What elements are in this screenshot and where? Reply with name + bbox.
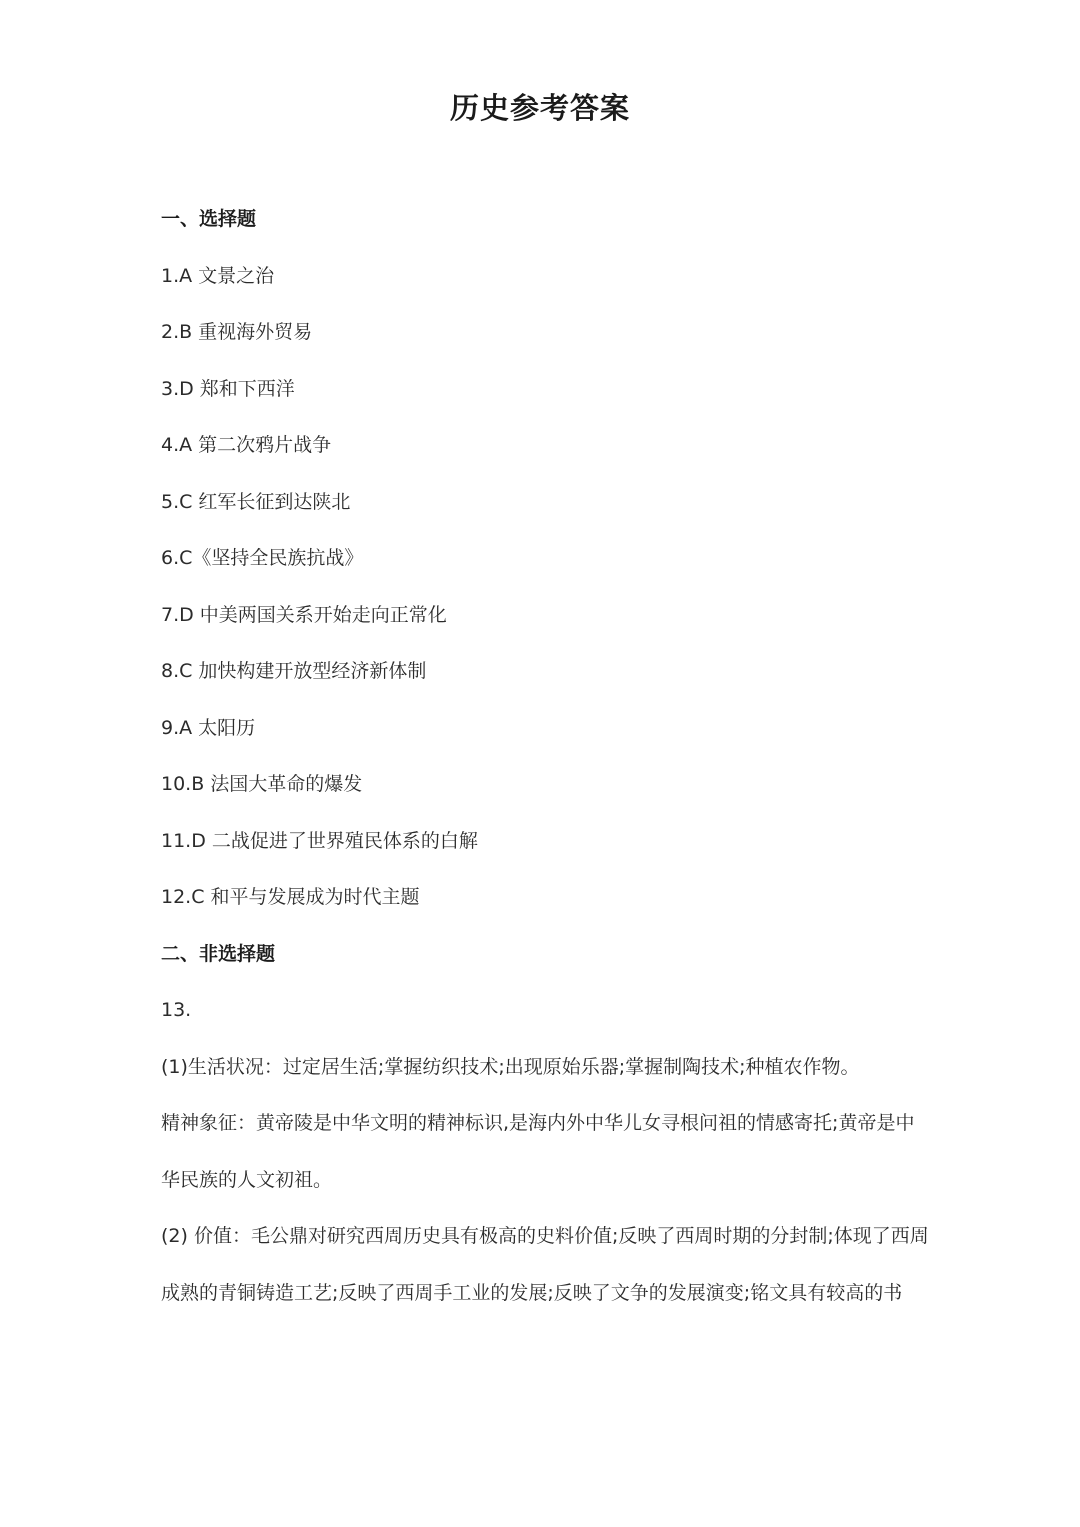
q13-part2-line1: (2) 价值：毛公鼎对研究西周历史具有极高的史料价值;反映了西周时期的分封制;体现了西周 [161, 1225, 929, 1247]
answer-item [161, 656, 961, 713]
answer-text: 重视海外贸易 [198, 321, 313, 343]
answer-number: 10.B [161, 773, 205, 795]
answer-text: 太阳历 [198, 716, 256, 739]
answer-item [161, 317, 961, 374]
answer-text: 二战促进了世界殖民体系的白解 [211, 829, 478, 852]
answer-item [161, 769, 961, 826]
answer-text: 中美两国关系开始走向正常化 [199, 603, 447, 626]
answer-item [161, 261, 961, 318]
answer-item [161, 430, 961, 487]
answer-item [161, 826, 961, 883]
answer-number: 8.C [161, 660, 193, 682]
answer-item [161, 543, 961, 600]
question-13-label: 13. [161, 999, 192, 1021]
answer-number: 11.D [161, 829, 206, 852]
q13-spirit-line1: 精神象征：黄帝陵是中华文明的精神标识,是海内外中华儿女寻根问祖的情感寄托;黄帝是中 [161, 1112, 915, 1134]
answer-text: 文景之治 [198, 264, 275, 287]
answer-text: 法国大革命的爆发 [210, 773, 363, 795]
answer-text: 郑和下西洋 [199, 377, 295, 400]
document-title: 历史参考答案 [449, 91, 630, 125]
answer-item [161, 713, 961, 770]
answer-number: 1.A [161, 264, 193, 287]
answer-text: 加快构建开放型经济新体制 [198, 660, 427, 682]
answer-text: 和平与发展成为时代主题 [210, 886, 420, 908]
answer-item [161, 374, 961, 431]
q13-spirit-line2: 华民族的人文初祖。 [161, 1168, 333, 1191]
answer-item [161, 882, 961, 939]
answer-number: 9.A [161, 716, 193, 739]
answer-number: 4.A [161, 434, 193, 456]
answer-item [161, 600, 961, 657]
answer-item [161, 487, 961, 544]
answer-number: 7.D [161, 603, 194, 626]
answer-number: 5.C [161, 490, 193, 513]
answer-text: 红军长征到达陕北 [198, 490, 351, 513]
q13-part1-answer: (1)生活状况：过定居生活;掌握纺织技术;出现原始乐器;掌握制陶技术;种植农作物。 [161, 1055, 860, 1078]
answer-number: 6.C [161, 547, 193, 569]
answer-number: 2.B [161, 321, 193, 343]
q13-part2-line2: 成熟的青铜铸造工艺;反映了西周手工业的发展;反映了文争的发展演变;铭文具有较高的书 [161, 1281, 903, 1304]
answer-number: 12.C [161, 886, 205, 908]
answer-content [161, 204, 961, 1334]
answer-number: 3.D [161, 377, 194, 400]
section-heading-non-choice: 二、非选择题 [161, 942, 276, 965]
section-heading-multiple-choice: 一、选择题 [161, 208, 257, 230]
answer-text: 《坚持全民族抗战》 [192, 547, 364, 569]
answer-text: 第二次鸦片战争 [198, 434, 332, 456]
